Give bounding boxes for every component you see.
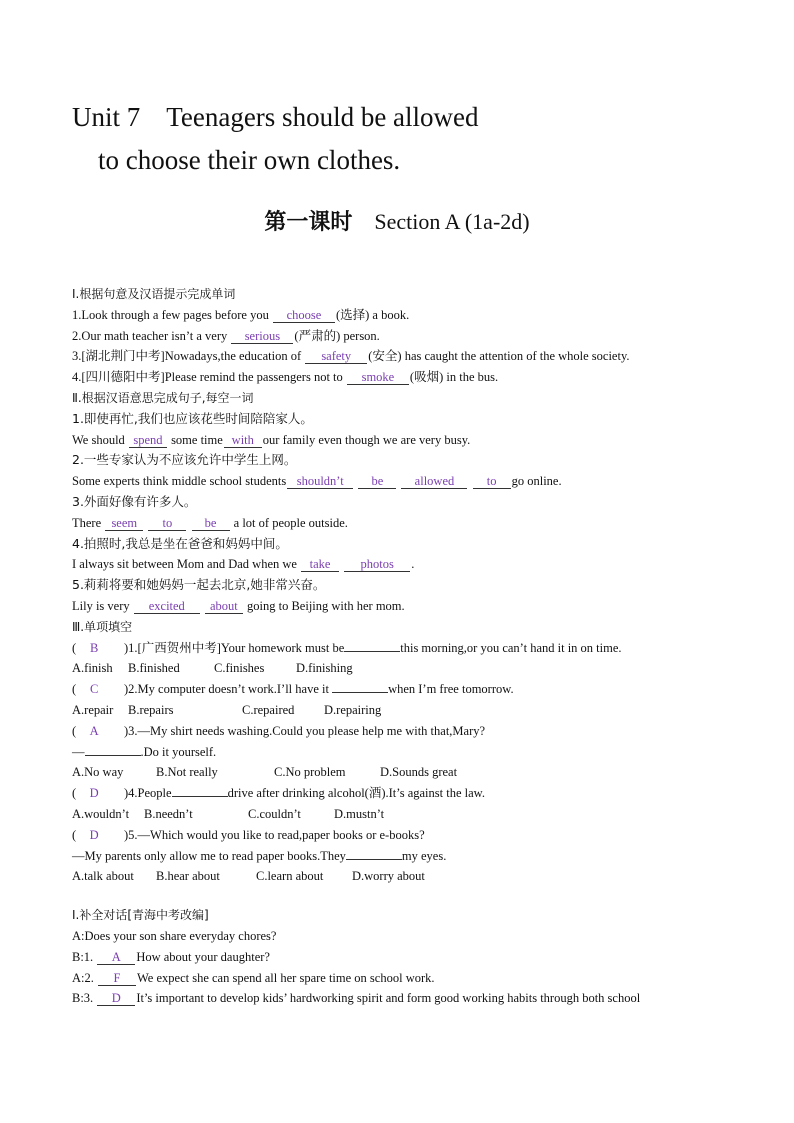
part1-item <box>72 367 732 388</box>
answer-blank: choose <box>273 308 335 323</box>
empty-blank <box>172 784 228 797</box>
option-text: B.needn’t <box>144 806 193 821</box>
question-text: when I’m free tomorrow. <box>388 682 514 697</box>
option-text: A.finish <box>72 661 113 676</box>
part1-item <box>72 305 732 326</box>
option-text: C.repaired <box>242 702 295 717</box>
question-text: )5.—Which would you like to read,paper books or e-books? <box>124 827 425 842</box>
option-text: B.Not really <box>156 765 218 780</box>
sentence-text <box>201 599 204 613</box>
answer-blank: allowed <box>401 474 467 489</box>
option-text: C.finishes <box>214 661 265 676</box>
sentence-text <box>468 474 471 488</box>
choice-answer: D <box>89 827 99 842</box>
question-text: (吸烟) in the bus. <box>409 370 499 385</box>
sentence-text: I always sit between Mom and Dad when we <box>72 557 301 572</box>
answer-blank: shouldn’t <box>287 474 353 489</box>
dialogue-text: B:1. <box>72 949 97 964</box>
question-text: my eyes. <box>401 848 447 863</box>
sentence-text <box>397 474 400 488</box>
dialogue-text: A:Does your son share everyday chores? <box>72 928 277 943</box>
part3-question-line2 <box>72 742 732 763</box>
part3-question <box>72 721 732 742</box>
unit-number: Unit 7 <box>72 102 141 132</box>
part3-options <box>72 658 732 679</box>
part2-chinese: 3.外面好像有许多人。 <box>72 493 197 509</box>
lesson-label-cn: 第一课时 <box>264 210 353 235</box>
sentence-text: There <box>72 515 105 530</box>
option-text: D.worry about <box>352 869 425 884</box>
question-text: .Do it yourself. <box>140 744 217 759</box>
dialogue-text: It’s important to develop kids’ hardworking spirit and form good working habits through both school <box>136 991 641 1006</box>
option-text: C.couldn’t <box>248 806 301 821</box>
option-text: D.finishing <box>296 661 353 676</box>
option-text: D.mustn’t <box>334 806 385 821</box>
answer-blank: safety <box>305 349 367 364</box>
answer-paren: ( C <box>72 679 124 700</box>
answer-blank: photos <box>344 557 410 572</box>
answer-paren: ( B <box>72 638 124 659</box>
question-text: )3.—My shirt needs washing.Could you please help me with that,Mary? <box>124 723 486 738</box>
sentence-text: some time <box>167 432 223 447</box>
question-text: 4.[四川德阳中考]Please remind the passengers not to <box>72 370 346 385</box>
question-text: (安全) has caught the attention of the whole society. <box>368 349 630 364</box>
answer-blank: A <box>97 950 135 965</box>
empty-blank <box>346 847 402 860</box>
part3-options <box>72 762 732 783</box>
answer-paren: ( A <box>72 721 124 742</box>
part3-question <box>72 638 732 659</box>
unit-title-continued: to choose their own clothes. <box>98 145 401 175</box>
dialogue-text: A:2. <box>72 970 97 985</box>
option-text: A.No way <box>72 765 124 780</box>
part2-heading: Ⅱ.根据汉语意思完成句子,每空一词 <box>72 390 254 405</box>
unit-title-text: Teenagers should be allowed <box>166 102 479 132</box>
part2-sentence <box>72 471 732 492</box>
answer-blank: spend <box>129 433 167 448</box>
option-text: C.learn about <box>256 869 324 884</box>
part3-question <box>72 825 732 846</box>
choice-answer: B <box>90 640 99 655</box>
answer-blank: take <box>301 557 339 572</box>
sentence-text: . <box>411 557 415 572</box>
answer-blank: excited <box>134 599 200 614</box>
part2-sentence <box>72 430 732 451</box>
option-text: B.repairs <box>128 702 174 717</box>
sentence-text: go online. <box>511 474 562 489</box>
answer-blank: seem <box>105 516 143 531</box>
question-text: 2.Our math teacher isn’t a very <box>72 328 231 343</box>
part3-question <box>72 783 732 804</box>
answer-paren: ( D <box>72 825 124 846</box>
part2-chinese: 4.拍照时,我总是坐在爸爸和妈妈中间。 <box>72 535 288 551</box>
sentence-text: We should <box>72 432 128 447</box>
option-text: A.talk about <box>72 869 134 884</box>
answer-blank: be <box>358 474 396 489</box>
option-text: C.No problem <box>274 765 346 780</box>
lesson-heading <box>0 205 794 236</box>
part2-chinese: 2.一些专家认为不应该允许中学生上网。 <box>72 452 297 468</box>
part2-sentence <box>72 596 732 617</box>
dialogue-text: B:3. <box>72 991 97 1006</box>
question-text: (严肃的) person. <box>294 328 380 343</box>
option-text: B.finished <box>128 661 180 676</box>
dialogue-text: We expect she can spend all her spare time on school work. <box>137 970 435 985</box>
option-text: A.wouldn’t <box>72 806 130 821</box>
part3-options <box>72 804 732 825</box>
part2-sentence <box>72 513 732 534</box>
empty-blank <box>332 680 388 693</box>
choice-answer: C <box>90 682 99 697</box>
answer-blank: about <box>205 599 243 614</box>
option-text: D.repairing <box>324 702 382 717</box>
lesson-section: Section A (1a-2d) <box>374 209 530 234</box>
part2-chinese: 5.莉莉将要和她妈妈一起去北京,她非常兴奋。 <box>72 577 326 593</box>
question-text: )2.My computer doesn’t work.I’ll have it <box>124 682 333 697</box>
dialogue-text: How about your daughter? <box>136 949 270 964</box>
part1-item <box>72 346 732 367</box>
sentence-text: Lily is very <box>72 598 133 613</box>
option-text: D.Sounds great <box>380 765 458 780</box>
question-text: )4.People <box>124 786 172 801</box>
part3-heading: Ⅲ.单项填空 <box>72 619 133 634</box>
question-text: — <box>72 744 85 759</box>
dialogue-line <box>72 988 732 1009</box>
sentence-text <box>340 557 343 571</box>
sentence-text: going to Beijing with her mom. <box>243 598 405 613</box>
part1-heading: Ⅰ.根据句意及汉语提示完成单词 <box>72 287 236 301</box>
question-text: this morning,or you can’t hand it in on time. <box>400 640 622 655</box>
part3-options <box>72 700 732 721</box>
empty-blank <box>85 743 141 756</box>
part3-question-line2 <box>72 846 732 867</box>
answer-blank: D <box>97 991 135 1006</box>
sentence-text: a lot of people outside. <box>230 515 348 530</box>
part3-options <box>72 866 732 887</box>
choice-answer: A <box>89 723 99 738</box>
answer-blank: to <box>473 474 511 489</box>
question-text: (选择) a book. <box>335 307 410 322</box>
answer-blank: to <box>148 516 186 531</box>
part2-sentence <box>72 554 732 575</box>
answer-blank: be <box>192 516 230 531</box>
option-text: B.hear about <box>156 869 220 884</box>
answer-blank: F <box>98 971 136 986</box>
sentence-text <box>187 516 190 530</box>
sentence-text: Some experts think middle school students <box>72 474 287 489</box>
answer-paren: ( D <box>72 783 124 804</box>
part1-item <box>72 326 732 347</box>
sentence-text: our family even though we are very busy. <box>262 432 471 447</box>
dialogue-line <box>72 968 732 989</box>
dialogue-line <box>72 947 732 968</box>
exercise-content <box>72 284 732 1009</box>
question-text: 1.Look through a few pages before you <box>72 307 272 322</box>
empty-blank <box>344 639 400 652</box>
sentence-text <box>144 516 147 530</box>
part4-heading: Ⅰ.补全对话[青海中考改编] <box>72 908 209 923</box>
part3-question <box>72 679 732 700</box>
question-text: drive after drinking alcohol(酒).It’s against the law. <box>227 786 486 801</box>
question-text: —My parents only allow me to read paper books.They <box>72 848 346 863</box>
option-text: A.repair <box>72 702 114 717</box>
part2-chinese: 1.即使再忙,我们也应该花些时间陪陪家人。 <box>72 410 313 426</box>
answer-blank: smoke <box>347 370 409 385</box>
question-text: )1.[广西贺州中考]Your homework must be <box>124 640 345 655</box>
answer-blank: with <box>224 433 262 448</box>
section-spacer <box>72 887 732 905</box>
choice-answer: D <box>89 786 99 801</box>
dialogue-line <box>72 926 732 947</box>
question-text: 3.[湖北荆门中考]Nowadays,the education of <box>72 349 305 364</box>
sentence-text <box>354 474 357 488</box>
answer-blank: serious <box>231 329 293 344</box>
unit-title <box>72 100 479 134</box>
